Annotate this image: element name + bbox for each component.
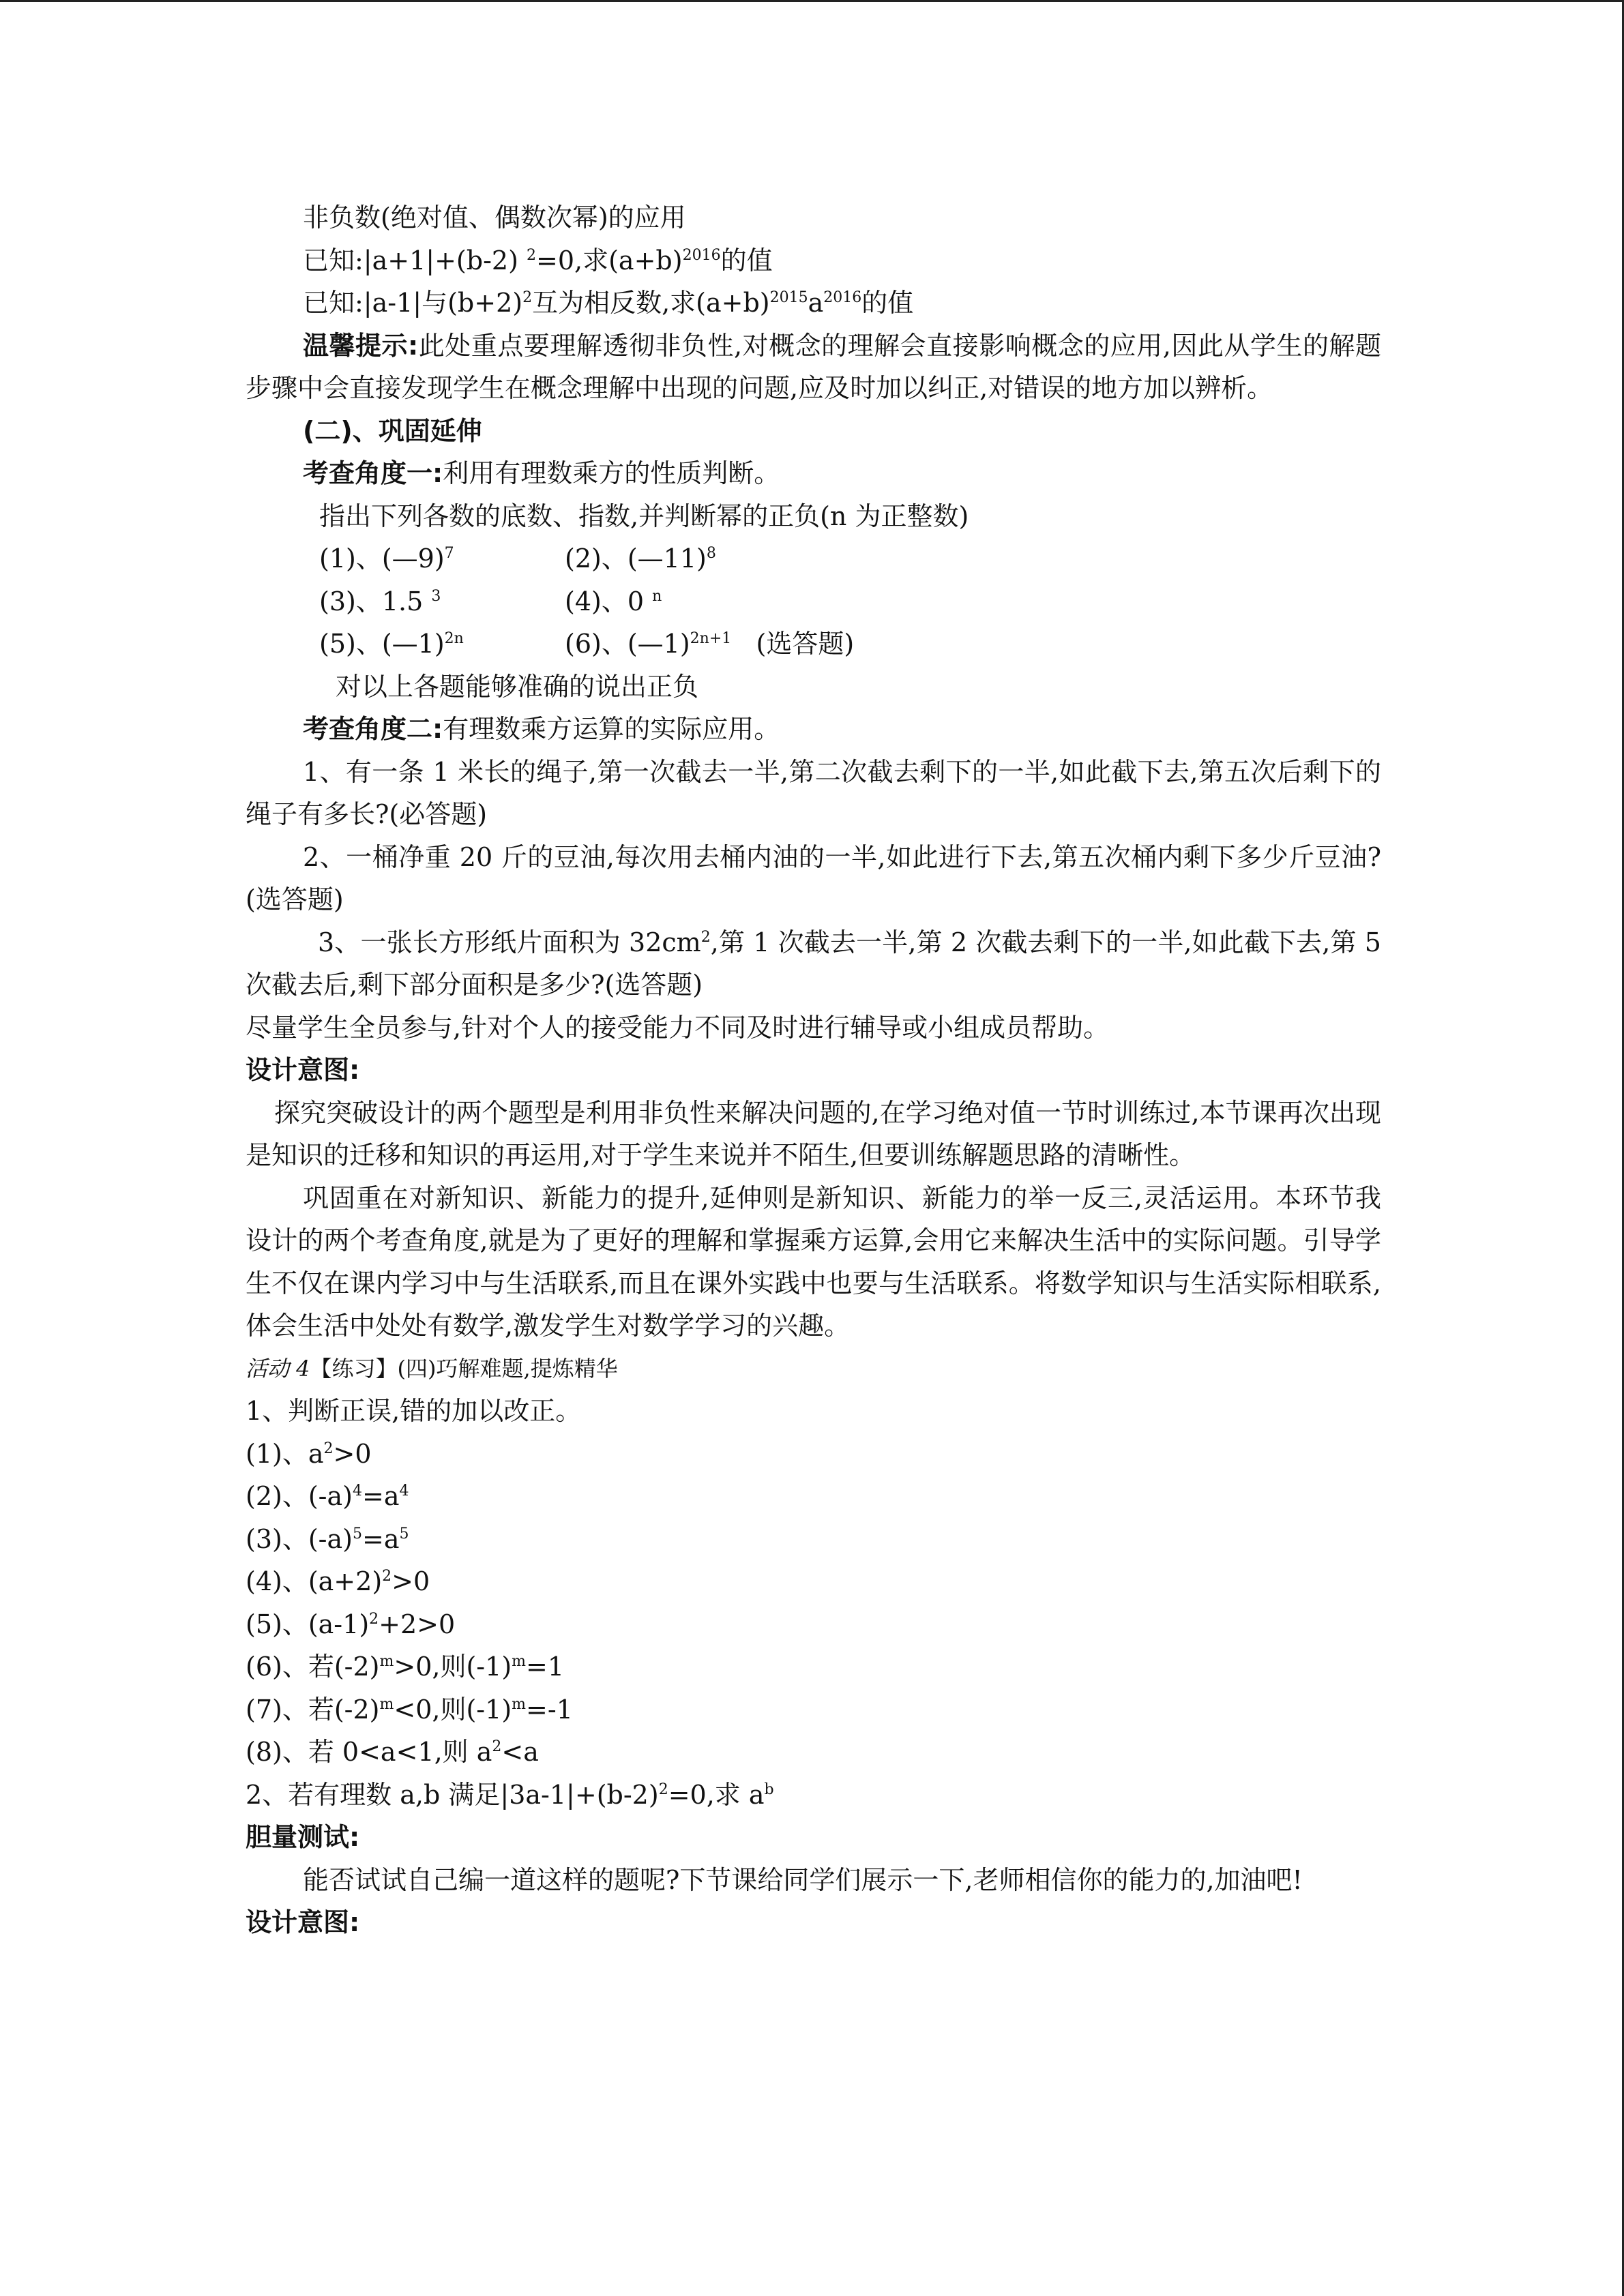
courage-heading: 胆量测试:: [246, 1822, 360, 1852]
question-row-2: (3)、1.5 $^3$ (4)、0 $^n$: [319, 586, 662, 616]
angle1-question: 指出下列各数的底数、指数,并判断幂的正负(n 为正整数): [319, 501, 969, 531]
activity-heading: 活动 4【练习】(四)巧解难题,提炼精华: [246, 1355, 618, 1382]
question-row-3: (5)、(—1)$^{2n}$ (6)、(—1)$^{2n+1}$ (选答题): [319, 629, 855, 659]
exercise-item: (3)、$(-a)^5=a^5$: [246, 1523, 409, 1554]
exercise-item: (6)、若$(-2)^m>0$,则$(-1)^m=1$: [246, 1652, 565, 1682]
question-row-1: (1)、(—9)$^7$ (2)、(—11)$^8$: [319, 543, 716, 573]
exercise-item: (1)、$a^2>0$: [246, 1438, 372, 1469]
tip-paragraph: [246, 325, 1381, 410]
document-body: [246, 196, 1381, 1944]
problem-2: 2、一桶净重 20 斤的豆油,每次用去桶内油的一半,如此进行下去,第五次桶内剩下多少斤豆油?(选答题): [246, 841, 1381, 914]
angle2-line: 考查角度二:有理数乘方运算的实际应用。: [303, 714, 780, 744]
exercise-item: (2)、$(-a)^4=a^4$: [246, 1481, 409, 1511]
exercise-item: (7)、若$(-2)^m<0$,则$(-1)^m=-1$: [246, 1694, 573, 1725]
exercise-item: (8)、若 0<a<1,则 $a^2<a$: [246, 1737, 539, 1767]
design-intent-paragraph-1: 探究突破设计的两个题型是利用非负性来解决问题的,在学习绝对值一节时训练过,本节课再次出现是知识的迁移和知识的再运用,对于学生来说并不陌生,但要训练解题思路的清晰性。: [246, 1097, 1381, 1170]
line-known-1: 已知:|a+1|+(b-2) $^2$=0,求$(a+b)^{2016}$的值: [303, 245, 773, 275]
exercise-2: 2、若有理数 a,b 满足$|3a-1|+(b-2)^2=0$,求 $a^b$: [246, 1779, 774, 1810]
design-intent-heading-1: 设计意图:: [246, 1055, 360, 1085]
design-intent-heading-2: 设计意图:: [246, 1907, 360, 1937]
line-known-2: 已知:|a-1|与$(b+2)^2$互为相反数,求$(a+b)^{2015}a^{2016}$的值: [303, 288, 914, 318]
section-heading: (二)、巩固延伸: [303, 415, 482, 446]
angle1-note: 对以上各题能够准确的说出正负: [336, 671, 699, 702]
tip-label: 温馨提示:: [303, 330, 419, 361]
design-intent-paragraph-2: 巩固重在对新知识、新能力的提升,延伸则是新知识、新能力的举一反三,灵活运用。本环节我设计的两个考查角度,就是为了更好的理解和掌握乘方运算,会用它来解决生活中的实际问题。引导学生不仅在课内学习中与生活联系,而且在课外实践中也要与生活联系。将数学知识与生活实际相联系,体会生活中处处有数学,激发学生对数学学习的兴趣。: [246, 1182, 1381, 1341]
encourage-line: 尽量学生全员参与,针对个人的接受能力不同及时进行辅导或小组成员帮助。: [246, 1012, 1110, 1043]
angle1-line: 考查角度一:利用有理数乘方的性质判断。: [303, 458, 780, 488]
exercise-item: (5)、$(a-1)^2+2>0$: [246, 1609, 456, 1639]
problem-1: 1、有一条 1 米长的绳子,第一次截去一半,第二次截去剩下的一半,如此截下去,第五次后剩下的绳子有多长?(必答题): [246, 756, 1381, 829]
courage-text: 能否试试自己编一道这样的题呢?下节课给同学们展示一下,老师相信你的能力的,加油吧!: [303, 1864, 1303, 1895]
exercise-item: (4)、$(a+2)^2>0$: [246, 1566, 430, 1596]
tip-text: 此处重点要理解透彻非负性,对概念的理解会直接影响概念的应用,因此从学生的解题步骤中会直接发现学生在概念理解中出现的问题,应及时加以纠正,对错误的地方加以辨析。: [246, 330, 1381, 403]
problem-3: 3、一张长方形纸片面积为 $32cm^2$,第 1 次截去一半,第 2 次截去剩下的一半,如此截下去,第 5 次截去后,剩下部分面积是多少?(选答题): [246, 927, 1381, 1000]
line-nonneg-title: 非负数(绝对值、偶数次幂)的应用: [303, 203, 686, 233]
exercise-title: 1、判断正误,错的加以改正。: [246, 1396, 582, 1426]
